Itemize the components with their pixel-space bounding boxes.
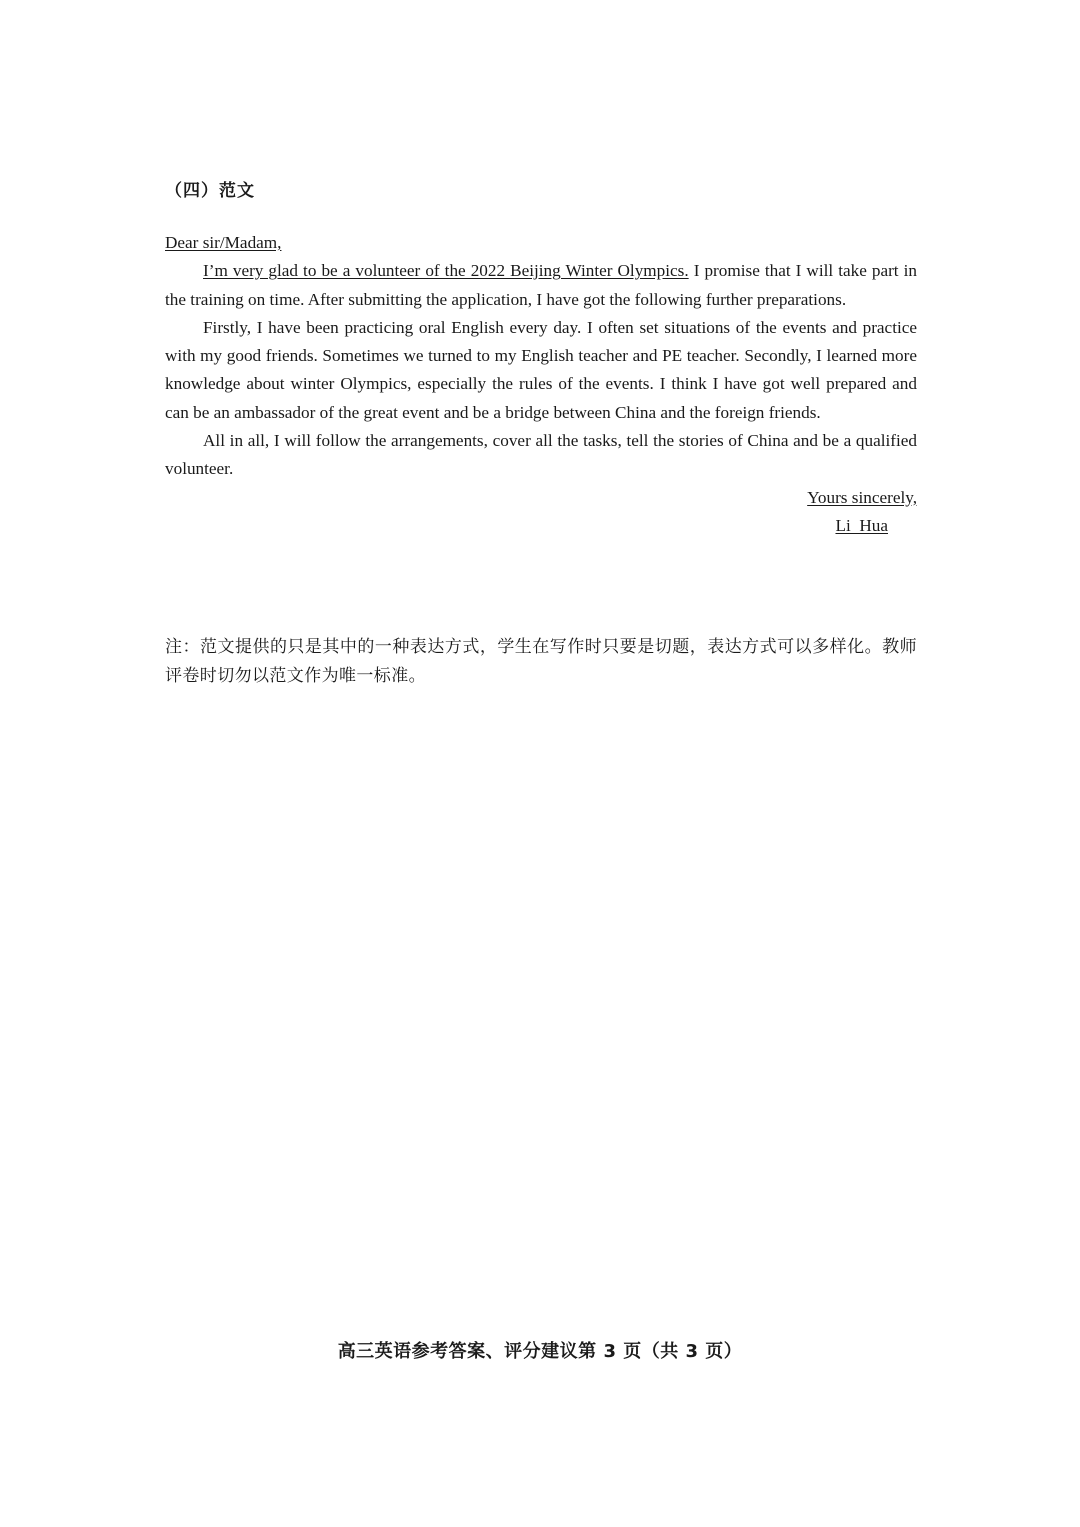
- closing-text: Yours sincerely,: [807, 487, 917, 507]
- note-text: 注：范文提供的只是其中的一种表达方式，学生在写作时只要是切题，表达方式可以多样化。教师评卷时切勿以范文作为唯一标准。: [165, 637, 917, 686]
- letter-paragraph-3: All in all, I will follow the arrangements, cover all the tasks, tell the stories of China and be a qualified volunteer.: [165, 431, 917, 479]
- letter-paragraph-1: [165, 257, 917, 314]
- letter-signature: [165, 512, 917, 540]
- paragraph-1-rest: I promise that I will take part in the training on time. After submitting the application, I have got the following further preparations.: [165, 261, 917, 309]
- sample-letter: [165, 229, 917, 540]
- letter-salutation: Dear sir/Madam,: [165, 233, 282, 252]
- letter-paragraph-2: Firstly, I have been practicing oral English every day. I often set situations of the events and practice with my good friends. Sometimes we turned to my English teacher and PE teacher. Secondly, I learned more knowledge about winter Olympics, especially the rules of the events. I think I have got well prepared and can be an ambassador of the great event and be a bridge between China and the foreign friends.: [165, 317, 917, 422]
- underlined-sentence: I’m very glad to be a volunteer of the 2022 Beijing Winter Olympics.: [203, 261, 689, 281]
- letter-closing: [165, 484, 917, 512]
- section-heading: （四）范文: [165, 181, 255, 201]
- signature-text: Li Hua: [835, 515, 888, 535]
- page-footer: 高三英语参考答案、评分建议第 3 页（共 3 页）: [337, 1341, 743, 1362]
